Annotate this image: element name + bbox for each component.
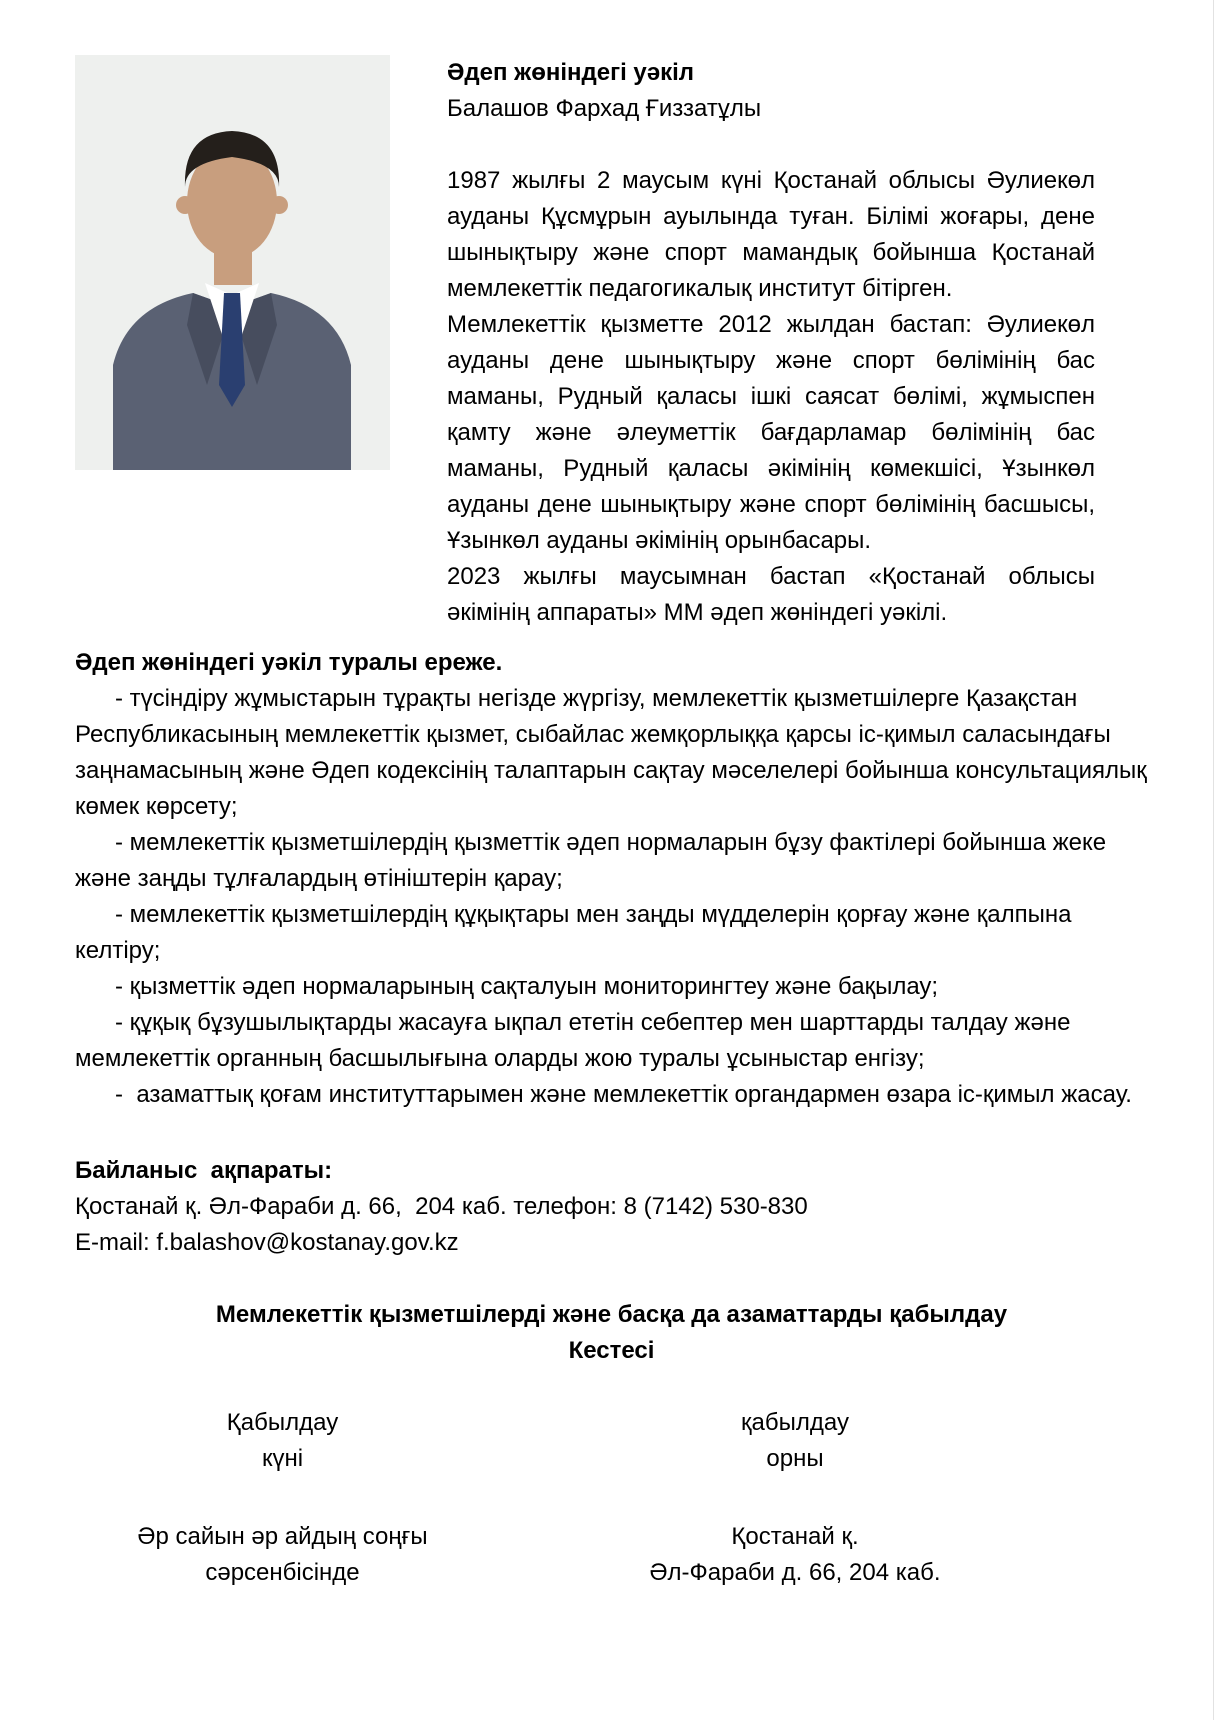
regulations-heading: Әдеп жөніндегі уәкіл туралы ереже. — [75, 649, 503, 676]
cell-line: Қостанай қ. — [731, 1523, 859, 1550]
regulation-item: - мемлекеттік қызметшілердің қызметтік әдеп нормаларын бұзу фактілері бойынша жеке және заңды тұлғалардың өтініштерін қарау; — [75, 829, 1113, 892]
regulation-item: - мемлекеттік қызметшілердің құқықтары мен заңды мүдделерін қорғау және қалпына келтіру; — [75, 901, 1079, 964]
column-header-reception-place — [490, 1405, 1100, 1477]
column-header-line: күні — [261, 1445, 304, 1472]
contact-address-phone: Қостанай қ. Әл-Фараби д. 66, 204 каб. телефон: 8 (7142) 530-830 — [75, 1193, 808, 1220]
schedule-table — [75, 1405, 1148, 1591]
column-header-line: қабылдау — [741, 1409, 849, 1436]
reception-schedule-section — [75, 1297, 1148, 1591]
person-name: Балашов Фархад Ғиззатұлы — [447, 95, 762, 122]
column-header-line: Қабылдау — [226, 1409, 339, 1436]
cell-line: Әл-Фараби д. 66, 204 каб. — [649, 1559, 941, 1586]
person-title: Әдеп жөніндегі уәкіл — [447, 59, 695, 86]
contacts-section — [75, 1153, 1148, 1261]
cell-reception-place — [490, 1519, 1100, 1591]
column-header-reception-date — [75, 1405, 490, 1477]
regulations-section — [75, 645, 1154, 1113]
regulation-item: - азаматтық қоғам институттарымен және мемлекеттік органдармен өзара іс-қимыл жасау. — [115, 1081, 1132, 1108]
bio-paragraph: 1987 жылғы 2 маусым күні Қостанай облысы Әулиекөл ауданы Құсмұрын ауылында туған. Білімі жоғары, дене шынықтыру және спорт мамандық бойынша Қостанай мемлекеттік педагогикалық институт бітірген. — [447, 167, 1095, 302]
portrait-illustration — [75, 55, 390, 470]
schedule-title: Мемлекеттік қызметшілерді және басқа да азаматтарды қабылдау — [215, 1301, 1008, 1328]
cell-reception-date — [75, 1519, 490, 1591]
bio-paragraph: Мемлекеттік қызметте 2012 жылдан бастап: Әулиекөл ауданы дене шынықтыру және спорт бөлімінің бас маманы, Рудный қаласы ішкі саясат бөлімі, жұмыспен қамту және әлеуметтік бағдарламар бөлімінің бас маманы, Рудный қаласы әкімінің көмекшісі, Ұзынкөл ауданы дене шынықтыру және спорт бөлімінің басшысы, Ұзынкөл ауданы әкімінің орынбасары. — [447, 311, 1095, 554]
right-edge-divider — [1213, 0, 1214, 1720]
profile-header-section — [0, 0, 1223, 631]
column-header-line: орны — [766, 1445, 824, 1472]
cell-line: сәрсенбісінде — [205, 1559, 360, 1586]
regulation-item: - түсіндіру жұмыстарын тұрақты негізде жүргізу, мемлекеттік қызметшілерге Қазақстан Республикасының мемлекеттік қызмет, сыбайлас жемқорлыққа қарсы іс-қимыл саласындағы заңнамасының және Әдеп кодексінің талаптарын сақтау мәселелері бойынша консультациялық көмек көрсету; — [75, 685, 1154, 820]
contact-email: E-mail: f.balashov@kostanay.gov.kz — [75, 1229, 459, 1256]
schedule-subtitle: Кестесі — [568, 1337, 655, 1364]
regulation-item: - құқық бұзушылықтарды жасауға ықпал ететін себептер мен шарттарды талдау және мемлекеттік органның басшылығына оларды жою туралы ұсыныстар енгізу; — [75, 1009, 1078, 1072]
contacts-heading: Байланыс ақпараты: — [75, 1157, 333, 1184]
biography — [447, 163, 1095, 631]
profile-text-column — [447, 55, 1095, 631]
profile-photo — [75, 55, 390, 470]
regulation-item: - қызметтік әдеп нормаларының сақталуын мониторингтеу және бақылау; — [115, 973, 939, 1000]
bio-paragraph: 2023 жылғы маусымнан бастап «Қостанай облысы әкімінің аппараты» ММ әдеп жөніндегі уәкілі. — [447, 563, 1095, 626]
cell-line: Әр сайын әр айдың соңғы — [137, 1523, 428, 1550]
